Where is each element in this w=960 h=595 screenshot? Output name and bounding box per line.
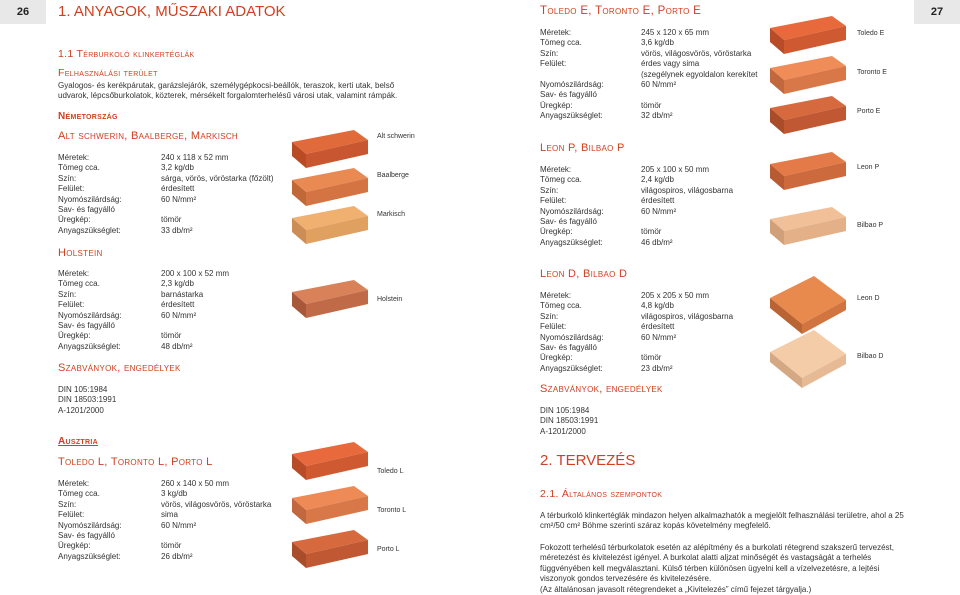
standard-item: DIN 105:1984 (540, 406, 590, 415)
spec-key: Nyomószilárdság: (540, 206, 604, 216)
spec-value: 48 db/m² (161, 341, 193, 351)
spec-row (58, 153, 273, 163)
spec-row (540, 165, 733, 175)
spec-key: Méretek: (540, 291, 572, 300)
brick-label: Porto L (377, 546, 400, 553)
spec-value: tömör (161, 541, 182, 551)
design-heading: 2. TERVEZÉS (540, 452, 636, 469)
spec-row (540, 364, 733, 374)
spec-key: Üregkép: (58, 215, 91, 225)
austria-heading: Ausztria (58, 436, 98, 447)
spec-value: 60 N/mm² (161, 194, 197, 204)
spec-key: Tömeg cca. (58, 163, 100, 173)
spec-key: Felület: (58, 300, 85, 310)
spec-value: 60 N/mm² (641, 332, 677, 342)
spec-key: Sav- és fagyálló (58, 320, 115, 330)
brick-image-markisch (290, 204, 370, 246)
spec-value: tömör (641, 353, 662, 363)
brick-image-bilbao-d (768, 328, 848, 392)
leon-d-title: Leon D, Bilbao D (540, 268, 628, 280)
spec-row (58, 184, 273, 194)
spec-key: Üregkép: (540, 100, 573, 110)
spec-value: 2,3 kg/db (161, 279, 194, 289)
spec-key: Felület: (540, 196, 567, 206)
spec-value: barnástarka (161, 289, 204, 299)
spec-row (58, 342, 229, 352)
toledo-l-title: Toledo L, Toronto L, Porto L (58, 456, 213, 468)
spec-key: Felület: (540, 322, 567, 332)
spec-key: Sav- és fagyálló (540, 342, 597, 352)
spec-row (540, 186, 733, 196)
spec-value: 3,2 kg/db (161, 163, 194, 173)
section-title: 1.1 Térburkoló klinkertéglák (58, 48, 195, 60)
standards-heading-right: Szabványok, engedélyek (540, 383, 663, 395)
brick-label: Toledo E (857, 30, 885, 37)
spec-key: Tömeg cca. (540, 301, 582, 311)
page-number-right: 27 (914, 0, 960, 24)
spec-value: érdesített (161, 300, 195, 310)
spec-value: 60 N/mm² (161, 310, 197, 320)
spec-row (58, 279, 229, 289)
brick-label: Bilbao P (857, 222, 884, 229)
spec-value: sima (161, 510, 178, 520)
leon-p-title: Leon P, Bilbao P (540, 142, 625, 154)
spec-key: Tömeg cca. (540, 175, 582, 185)
spec-key: Méretek: (540, 28, 572, 37)
spec-row (540, 101, 758, 111)
spec-value: 205 x 205 x 50 mm (641, 291, 710, 300)
brick-label: Porto E (857, 108, 881, 115)
brick-label: Baalberge (377, 172, 409, 179)
spec-row (58, 205, 273, 215)
spec-key (540, 70, 641, 80)
page-header-right: Toledo E, Toronto E, Porto E (540, 5, 702, 17)
spec-row (58, 500, 271, 510)
spec-row (540, 49, 758, 59)
brick-image-bilbao-p (768, 205, 848, 247)
spec-row (540, 111, 758, 121)
spec-value: 32 db/m² (641, 111, 673, 121)
alt-schwerin-specs (58, 153, 273, 236)
spec-value: vörös, világosvörös, vöröstarka (641, 48, 752, 58)
spec-row (540, 301, 733, 311)
spec-row (58, 321, 229, 331)
spec-row (540, 80, 758, 90)
spec-value: tömör (161, 331, 182, 341)
spec-row (540, 238, 733, 248)
brick-image-porto-l (290, 528, 370, 570)
toledo-e-specs (540, 28, 758, 122)
brick-label: Bilbao D (857, 353, 884, 360)
standards-list-left (58, 385, 116, 416)
spec-value: tömör (161, 215, 182, 225)
spec-key: Üregkép: (58, 331, 91, 341)
spec-value: vörös, világosvörös, vöröstarka (161, 499, 272, 509)
brick-image-alt-schwerin (290, 128, 370, 170)
spec-value: 23 db/m² (641, 363, 673, 373)
spec-row (540, 322, 733, 332)
spec-row (58, 215, 273, 225)
spec-value: világospiros, világosbarna (641, 185, 734, 195)
brick-image-toledo-l (290, 440, 370, 482)
spec-value: világospiros, világosbarna (641, 311, 734, 321)
brick-label: Toronto L (377, 507, 407, 514)
spec-key: Méretek: (58, 153, 90, 162)
spec-value: 33 db/m² (161, 225, 193, 235)
spec-value: 46 db/m² (641, 237, 673, 247)
spec-row (58, 300, 229, 310)
brick-image-toledo-e (768, 14, 848, 56)
spec-value: 260 x 140 x 50 mm (161, 479, 230, 488)
brick-label: Alt schwerin (377, 133, 415, 140)
spec-row (540, 196, 733, 206)
spec-row (540, 70, 758, 80)
spec-row (58, 290, 229, 300)
spec-value: 60 N/mm² (161, 520, 197, 530)
spec-key: Anyagszükséglet: (58, 551, 121, 561)
spec-value: 205 x 100 x 50 mm (641, 165, 710, 174)
brick-image-leon-p (768, 150, 848, 192)
spec-value: 60 N/mm² (641, 79, 677, 89)
use-text: Gyalogos- és kerékpárutak, garázslejárók, személygépkocsi-beállók, teraszok, kerti utak, belső udvarok, lépcsőburkolatok, közterek, mérsékelt forgalomterhelésű városi utak, valamint rámpák. (58, 81, 398, 101)
standard-item: DIN 18503:1991 (540, 416, 599, 426)
spec-row (58, 195, 273, 205)
spec-key: Anyagszükséglet: (58, 341, 121, 351)
spec-key: Tömeg cca. (58, 489, 100, 499)
brick-image-toronto-l (290, 484, 370, 526)
spec-key: Felület: (58, 510, 85, 520)
paragraph-3: (Az általánosan javasolt rétegrendeket a „Kivitelezés” című fejezet tárgyalja.) (540, 585, 812, 594)
spec-key: Üregkép: (540, 227, 573, 237)
use-heading: Felhasználási terület (58, 67, 158, 79)
standard-item: DIN 105:1984 (58, 385, 108, 394)
spec-key: Nyomószilárdság: (540, 332, 604, 342)
spec-key: Szín: (58, 499, 77, 509)
spec-row (58, 531, 271, 541)
brick-image-porto-e (768, 94, 848, 136)
spec-row (540, 217, 733, 227)
spec-value: 60 N/mm² (641, 206, 677, 216)
spec-row (58, 311, 229, 321)
page-number-left: 26 (0, 0, 46, 24)
spec-row (58, 521, 271, 531)
spec-key: Méretek: (540, 165, 572, 174)
general-heading: 2.1. Általános szempontok (540, 488, 663, 500)
spec-row (58, 479, 271, 489)
spec-value: 240 x 118 x 52 mm (161, 153, 229, 162)
standard-item: DIN 18503:1991 (58, 395, 117, 405)
brick-label: Leon P (857, 164, 880, 171)
standard-item: A-1201/2000 (58, 405, 104, 415)
spec-value: (szegélynek egyoldalon kerekítet (641, 69, 758, 79)
standards-list-right (540, 406, 598, 437)
germany-heading: Németország (58, 111, 118, 122)
spec-value: érdesített (161, 184, 195, 194)
spec-row (58, 510, 271, 520)
spec-row (540, 90, 758, 100)
spec-value: 26 db/m² (161, 551, 193, 561)
spec-key: Anyagszükséglet: (540, 237, 603, 247)
spec-row (540, 312, 733, 322)
spec-key: Üregkép: (58, 541, 91, 551)
spec-value: 3,6 kg/db (641, 38, 674, 48)
brick-image-baalberge (290, 166, 370, 208)
spec-row (540, 333, 733, 343)
spec-value: érdesített (641, 322, 675, 332)
leon-p-specs (540, 165, 733, 248)
spec-key: Felület: (58, 184, 85, 194)
holstein-title: Holstein (58, 247, 103, 259)
spec-key: Szín: (540, 311, 559, 321)
spec-value: sárga, vörös, vöröstarka (főzölt) (161, 173, 274, 183)
spec-row (540, 175, 733, 185)
spec-key: Sav- és fagyálló (58, 530, 115, 540)
spec-value: érdesített (641, 196, 675, 206)
spec-value: érdes vagy sima (641, 59, 700, 69)
brick-image-toronto-e (768, 54, 848, 96)
spec-row (540, 28, 758, 38)
spec-row (58, 163, 273, 173)
spec-key: Nyomószilárdság: (58, 194, 122, 204)
leon-d-specs (540, 291, 733, 374)
spec-value: 245 x 120 x 65 mm (641, 28, 710, 37)
spec-row (58, 269, 229, 279)
spec-row (540, 343, 733, 353)
spec-row (58, 489, 271, 499)
spec-row (540, 291, 733, 301)
spec-key: Nyomószilárdság: (58, 310, 122, 320)
spec-row (540, 227, 733, 237)
spec-key: Sav- és fagyálló (540, 216, 597, 226)
spec-row (540, 38, 758, 48)
spec-value: 3 kg/db (161, 489, 188, 499)
brick-label: Markisch (377, 211, 406, 218)
spec-value: tömör (641, 100, 662, 110)
spec-key: Tömeg cca. (58, 279, 100, 289)
spec-row (58, 331, 229, 341)
spec-row (58, 226, 273, 236)
alt-schwerin-title: Alt schwerin, Baalberge, Markisch (58, 130, 239, 142)
spec-key: Anyagszükséglet: (540, 111, 603, 121)
spec-key: Sav- és fagyálló (58, 204, 115, 214)
spec-value: 4,8 kg/db (641, 301, 674, 311)
spec-key: Üregkép: (540, 353, 573, 363)
standard-item: A-1201/2000 (540, 426, 586, 436)
paragraph-2: Fokozott terhelésű térburkolatok esetén az alépítmény és a burkolati rétegrend szakszerű tervezést, méretezést és kivitelezést igényel. A burkolat alatti aljzat minőségét és vastagságát a terhelés függvényében kell megválasztani. Külső térben különösen ügyelni kell a vízelvezetésre, a lejtési viszonyok gondos tervezésére és kivitelezésére. (540, 543, 894, 584)
spec-key: Nyomószilárdság: (58, 520, 122, 530)
spec-row (58, 552, 271, 562)
brick-image-holstein (290, 278, 370, 320)
spec-value: tömör (641, 227, 662, 237)
holstein-specs (58, 269, 229, 352)
spec-key: Anyagszükséglet: (58, 225, 121, 235)
spec-row (58, 174, 273, 184)
spec-value: 2,4 kg/db (641, 175, 674, 185)
toledo-l-specs (58, 479, 271, 562)
spec-key: Szín: (58, 289, 77, 299)
spec-key: Szín: (58, 173, 77, 183)
standards-heading-left: Szabványok, engedélyek (58, 362, 181, 374)
spec-row (58, 541, 271, 551)
paragraph-1: A térburkoló klinkertéglák mindazon helyen alkalmazhatók a megjelölt felhasználási területre, ahol a 25 cm²/50 cm² Böhme szerinti száraz kopás követelmény megfelelő. (540, 511, 904, 531)
brick-label: Toledo L (377, 468, 404, 475)
spec-key: Anyagszükséglet: (540, 363, 603, 373)
spec-key: Felület: (540, 59, 567, 69)
brick-label: Toronto E (857, 69, 887, 76)
spec-row (540, 353, 733, 363)
spec-row (540, 59, 758, 69)
spec-key: Szín: (540, 48, 559, 58)
spec-key: Sav- és fagyálló (540, 90, 597, 100)
spec-key: Méretek: (58, 479, 90, 488)
spec-value: 200 x 100 x 52 mm (161, 269, 230, 278)
spec-row (540, 207, 733, 217)
brick-label: Leon D (857, 295, 880, 302)
spec-key: Szín: (540, 185, 559, 195)
brick-label: Holstein (377, 296, 403, 303)
spec-key: Méretek: (58, 269, 90, 278)
spec-key: Nyomószilárdság: (540, 79, 604, 89)
page-header-left: 1. ANYAGOK, MŰSZAKI ADATOK (58, 3, 286, 20)
spec-key: Tömeg cca. (540, 38, 582, 48)
